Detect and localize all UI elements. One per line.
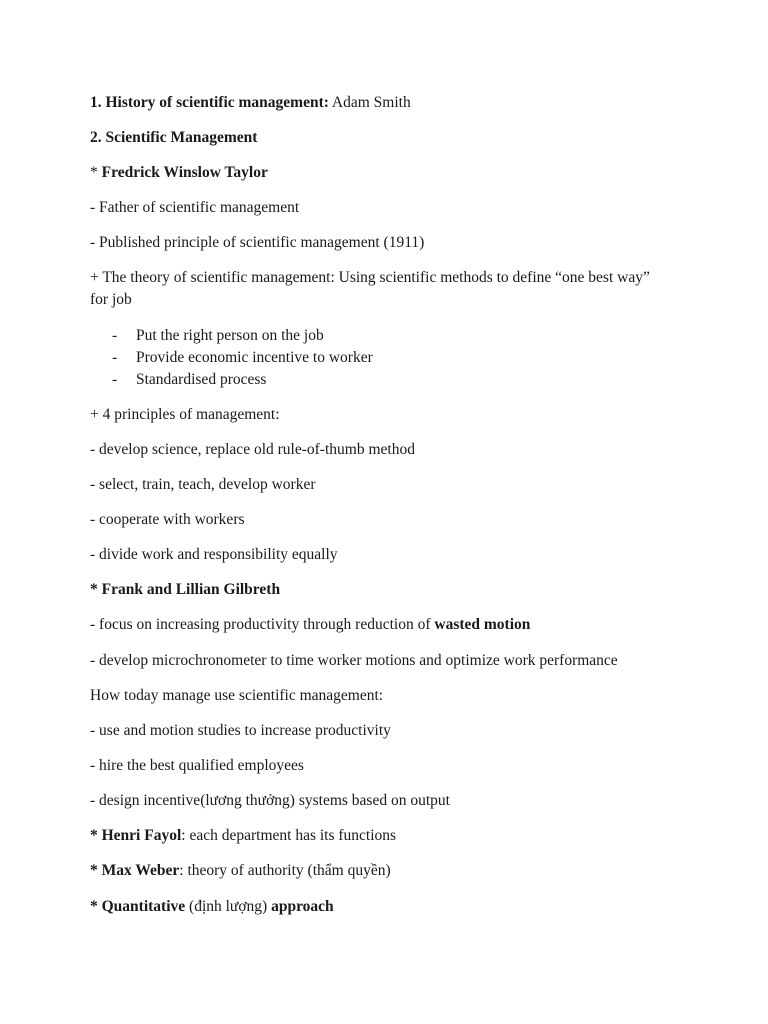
weber-name: * Max Weber	[90, 862, 180, 879]
weber-desc: : theory of authority (thẩm quyền)	[179, 862, 391, 879]
list-item-text: Provide economic incentive to worker	[136, 349, 373, 366]
heading-taylor	[90, 162, 268, 184]
bullet-dash: -	[112, 327, 118, 344]
list-item	[112, 369, 266, 391]
heading-gilbreth-text: * Frank and Lillian Gilbreth	[90, 581, 281, 598]
heading-scientific-management	[90, 127, 257, 149]
fayol-name: * Henri Fayol	[90, 827, 182, 844]
heading-gilbreth	[90, 579, 280, 601]
quantitative-label: * Quantitative	[90, 898, 186, 915]
star-marker: *	[90, 164, 102, 181]
bullet-dash: -	[112, 371, 118, 388]
fayol-desc: : each department has its functions	[181, 827, 397, 844]
text-principle-3: - cooperate with workers	[90, 511, 245, 528]
list-item-text: Put the right person on the job	[136, 327, 324, 344]
text-motion-studies: - use and motion studies to increase productivity	[90, 722, 391, 739]
text-published: - Published principle of scientific management (1911)	[90, 234, 425, 251]
heading-scientific-management-text: 2. Scientific Management	[90, 129, 258, 146]
list-item	[112, 325, 324, 347]
list-item-text: Standardised process	[136, 371, 267, 388]
heading-history	[90, 92, 411, 114]
heading-history-label: 1. History of scientific management:	[90, 94, 329, 111]
text-father: - Father of scientific management	[90, 199, 300, 216]
heading-history-value: Adam Smith	[328, 94, 411, 111]
quantitative-approach: approach	[271, 898, 334, 915]
text-principle-2: - select, train, teach, develop worker	[90, 476, 316, 493]
text-fayol	[90, 825, 396, 847]
text-hire: - hire the best qualified employees	[90, 757, 304, 774]
taylor-name: Fredrick Winslow Taylor	[101, 164, 268, 181]
text-focus	[90, 614, 530, 636]
text-quantitative	[90, 896, 334, 918]
text-focus-emphasis: wasted motion	[434, 616, 531, 633]
text-4-principles: + 4 principles of management:	[90, 406, 280, 423]
text-incentive: - design incentive(lương thưởng) systems based on output	[90, 792, 450, 809]
text-principle-1: - develop science, replace old rule-of-thumb method	[90, 441, 415, 458]
list-item	[112, 347, 373, 369]
text-theory: + The theory of scientific management: Using scientific methods to define “one best way” for job	[90, 269, 650, 308]
text-focus-main: - focus on increasing productivity through reduction of	[90, 616, 435, 633]
text-weber	[90, 860, 391, 882]
text-microchronometer: - develop microchronometer to time worker motions and optimize work performance	[90, 652, 618, 669]
quantitative-translation: (định lượng)	[185, 898, 272, 915]
text-how-today: How today manage use scientific management:	[90, 687, 384, 704]
bullet-dash: -	[112, 349, 118, 366]
text-principle-4: - divide work and responsibility equally	[90, 546, 338, 563]
